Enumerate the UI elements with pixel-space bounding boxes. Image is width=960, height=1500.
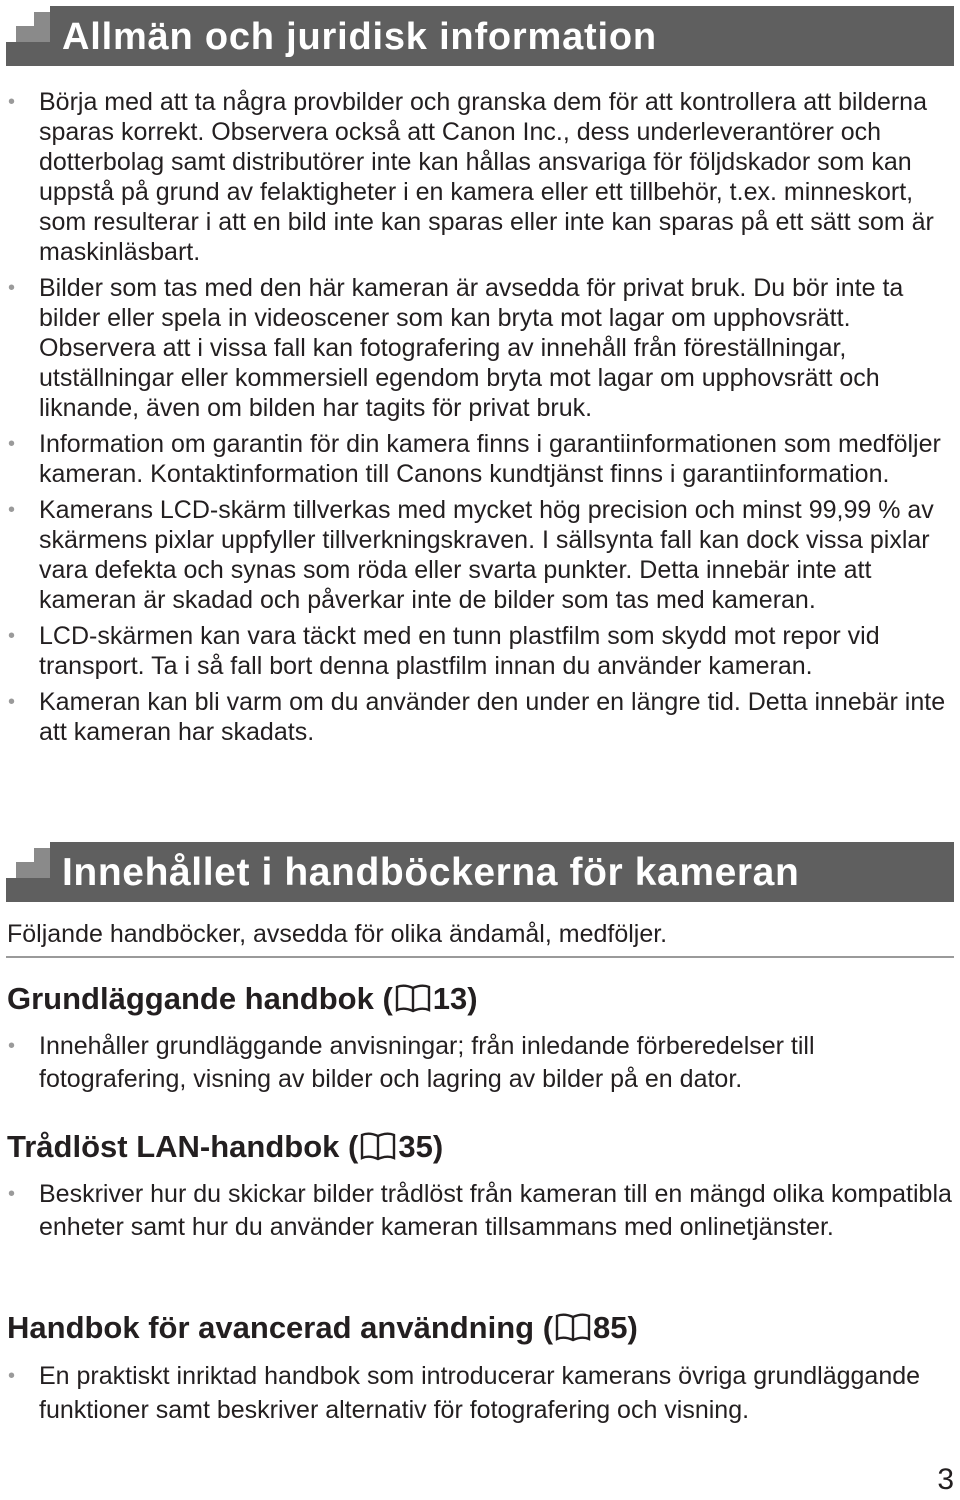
list-item-text: LCD-skärmen kan vara täckt med en tunn plastfilm som skydd mot repor vid transport. Ta i så fall bort denna plastfilm innan du använder kameran. [39, 622, 880, 680]
bullet-icon: • [8, 691, 16, 713]
list-item-text: En praktiskt inriktad handbok som introducerar kamerans övriga grundläggande funktioner samt beskriver alternativ för fotografering och visning. [39, 1362, 921, 1424]
manual-name: Trådlöst LAN-handbok [7, 1129, 340, 1164]
list-item [0, 1359, 960, 1427]
list-item [0, 1030, 960, 1095]
section-title: Innehållet i handböckerna för kameran [62, 851, 800, 894]
book-icon [359, 1131, 397, 1161]
banner-corner-icon [6, 6, 50, 42]
manual-advanced-list [0, 1359, 960, 1433]
manuals-intro: Följande handböcker, avsedda för olika ändamål, medföljer. [7, 920, 668, 948]
manual-page: 13 [432, 981, 468, 1016]
bullet-icon: • [8, 1035, 16, 1057]
list-item-text: Innehåller grundläggande anvisningar; från inledande förberedelser till fotografering, visning av bilder och lagring av bilder på en dator. [39, 1032, 815, 1093]
list-item [0, 687, 960, 747]
general-info-list [0, 87, 960, 753]
manual-heading-basic: Grundläggande handbok ( 13) [7, 981, 478, 1016]
list-item-text: Kamerans LCD-skärm tillverkas med mycket hög precision och minst 99,99 % av skärmens pixlar uppfyller tillverkningskraven. I sällsynta fall kan dock vissa pixlar vara defekta och synas som röda eller svarta punkter. Detta innebär inte att kameran är skadad och påverkar inte de bilder som tas med kameran. [39, 496, 934, 614]
section-title: Allmän och juridisk information [62, 16, 657, 58]
manual-page: 85 [593, 1310, 628, 1345]
list-item [0, 273, 960, 423]
manual-basic-list [0, 1030, 960, 1101]
manual-heading-wlan: Trådlöst LAN-handbok ( 35) [7, 1129, 444, 1164]
divider [6, 956, 954, 958]
list-item [0, 621, 960, 681]
bullet-icon: • [8, 499, 16, 521]
list-item [0, 429, 960, 489]
list-item-text: Beskriver hur du skickar bilder trådlöst från kameran till en mängd olika kompatibla enheter samt hur du använder kameran tillsammans med onlinetjänster. [39, 1180, 952, 1241]
bullet-icon: • [8, 433, 16, 455]
manual-wlan-list [0, 1178, 960, 1249]
book-icon [554, 1312, 592, 1342]
section-banner-manuals [6, 842, 954, 902]
section-banner-general-legal [6, 6, 954, 66]
list-item-text: Bilder som tas med den här kameran är avsedda för privat bruk. Du bör inte ta bilder eller spela in videoscener som kan bryta mot lagar om upphovsrätt. Observera att i vissa fall kan fotografering av innehåll från föreställningar, utställningar eller kommersiell egendom bryta mot lagar om upphovsrätt och liknande, även om bilden har tagits för privat bruk. [39, 274, 904, 422]
list-item-text: Kameran kan bli varm om du använder den under en längre tid. Detta innebär inte att kameran har skadats. [39, 688, 946, 746]
book-icon [394, 983, 432, 1013]
manual-name: Grundläggande handbok [7, 981, 374, 1016]
list-item-text: Börja med att ta några provbilder och granska dem för att kontrollera att bilderna sparas korrekt. Observera också att Canon Inc., dess underleverantörer och dotterbolag samt distributörer inte kan hållas ansvariga för följdskador som kan uppstå på grund av felaktigheter i en kamera eller ett tillbehör, t.ex. minneskort, som resulterar i att en bild inte kan sparas eller inte kan sparas på ett sätt som är maskinläsbart. [39, 88, 934, 266]
manual-page: 35 [398, 1129, 433, 1164]
page-number: 3 [937, 1463, 954, 1496]
manual-heading-advanced: Handbok för avancerad användning ( 85) [7, 1310, 638, 1345]
bullet-icon: • [8, 1183, 16, 1205]
list-item [0, 495, 960, 615]
list-item [0, 1178, 960, 1243]
bullet-icon: • [8, 277, 16, 299]
list-item-text: Information om garantin för din kamera finns i garantiinformationen som medföljer kameran. Kontaktinformation till Canons kundtjänst finns i garantiinformation. [39, 430, 941, 488]
bullet-icon: • [8, 1365, 16, 1387]
bullet-icon: • [8, 91, 16, 113]
list-item [0, 87, 960, 267]
manual-name: Handbok för avancerad användning [7, 1310, 535, 1345]
banner-corner-icon [6, 842, 50, 878]
bullet-icon: • [8, 625, 16, 647]
